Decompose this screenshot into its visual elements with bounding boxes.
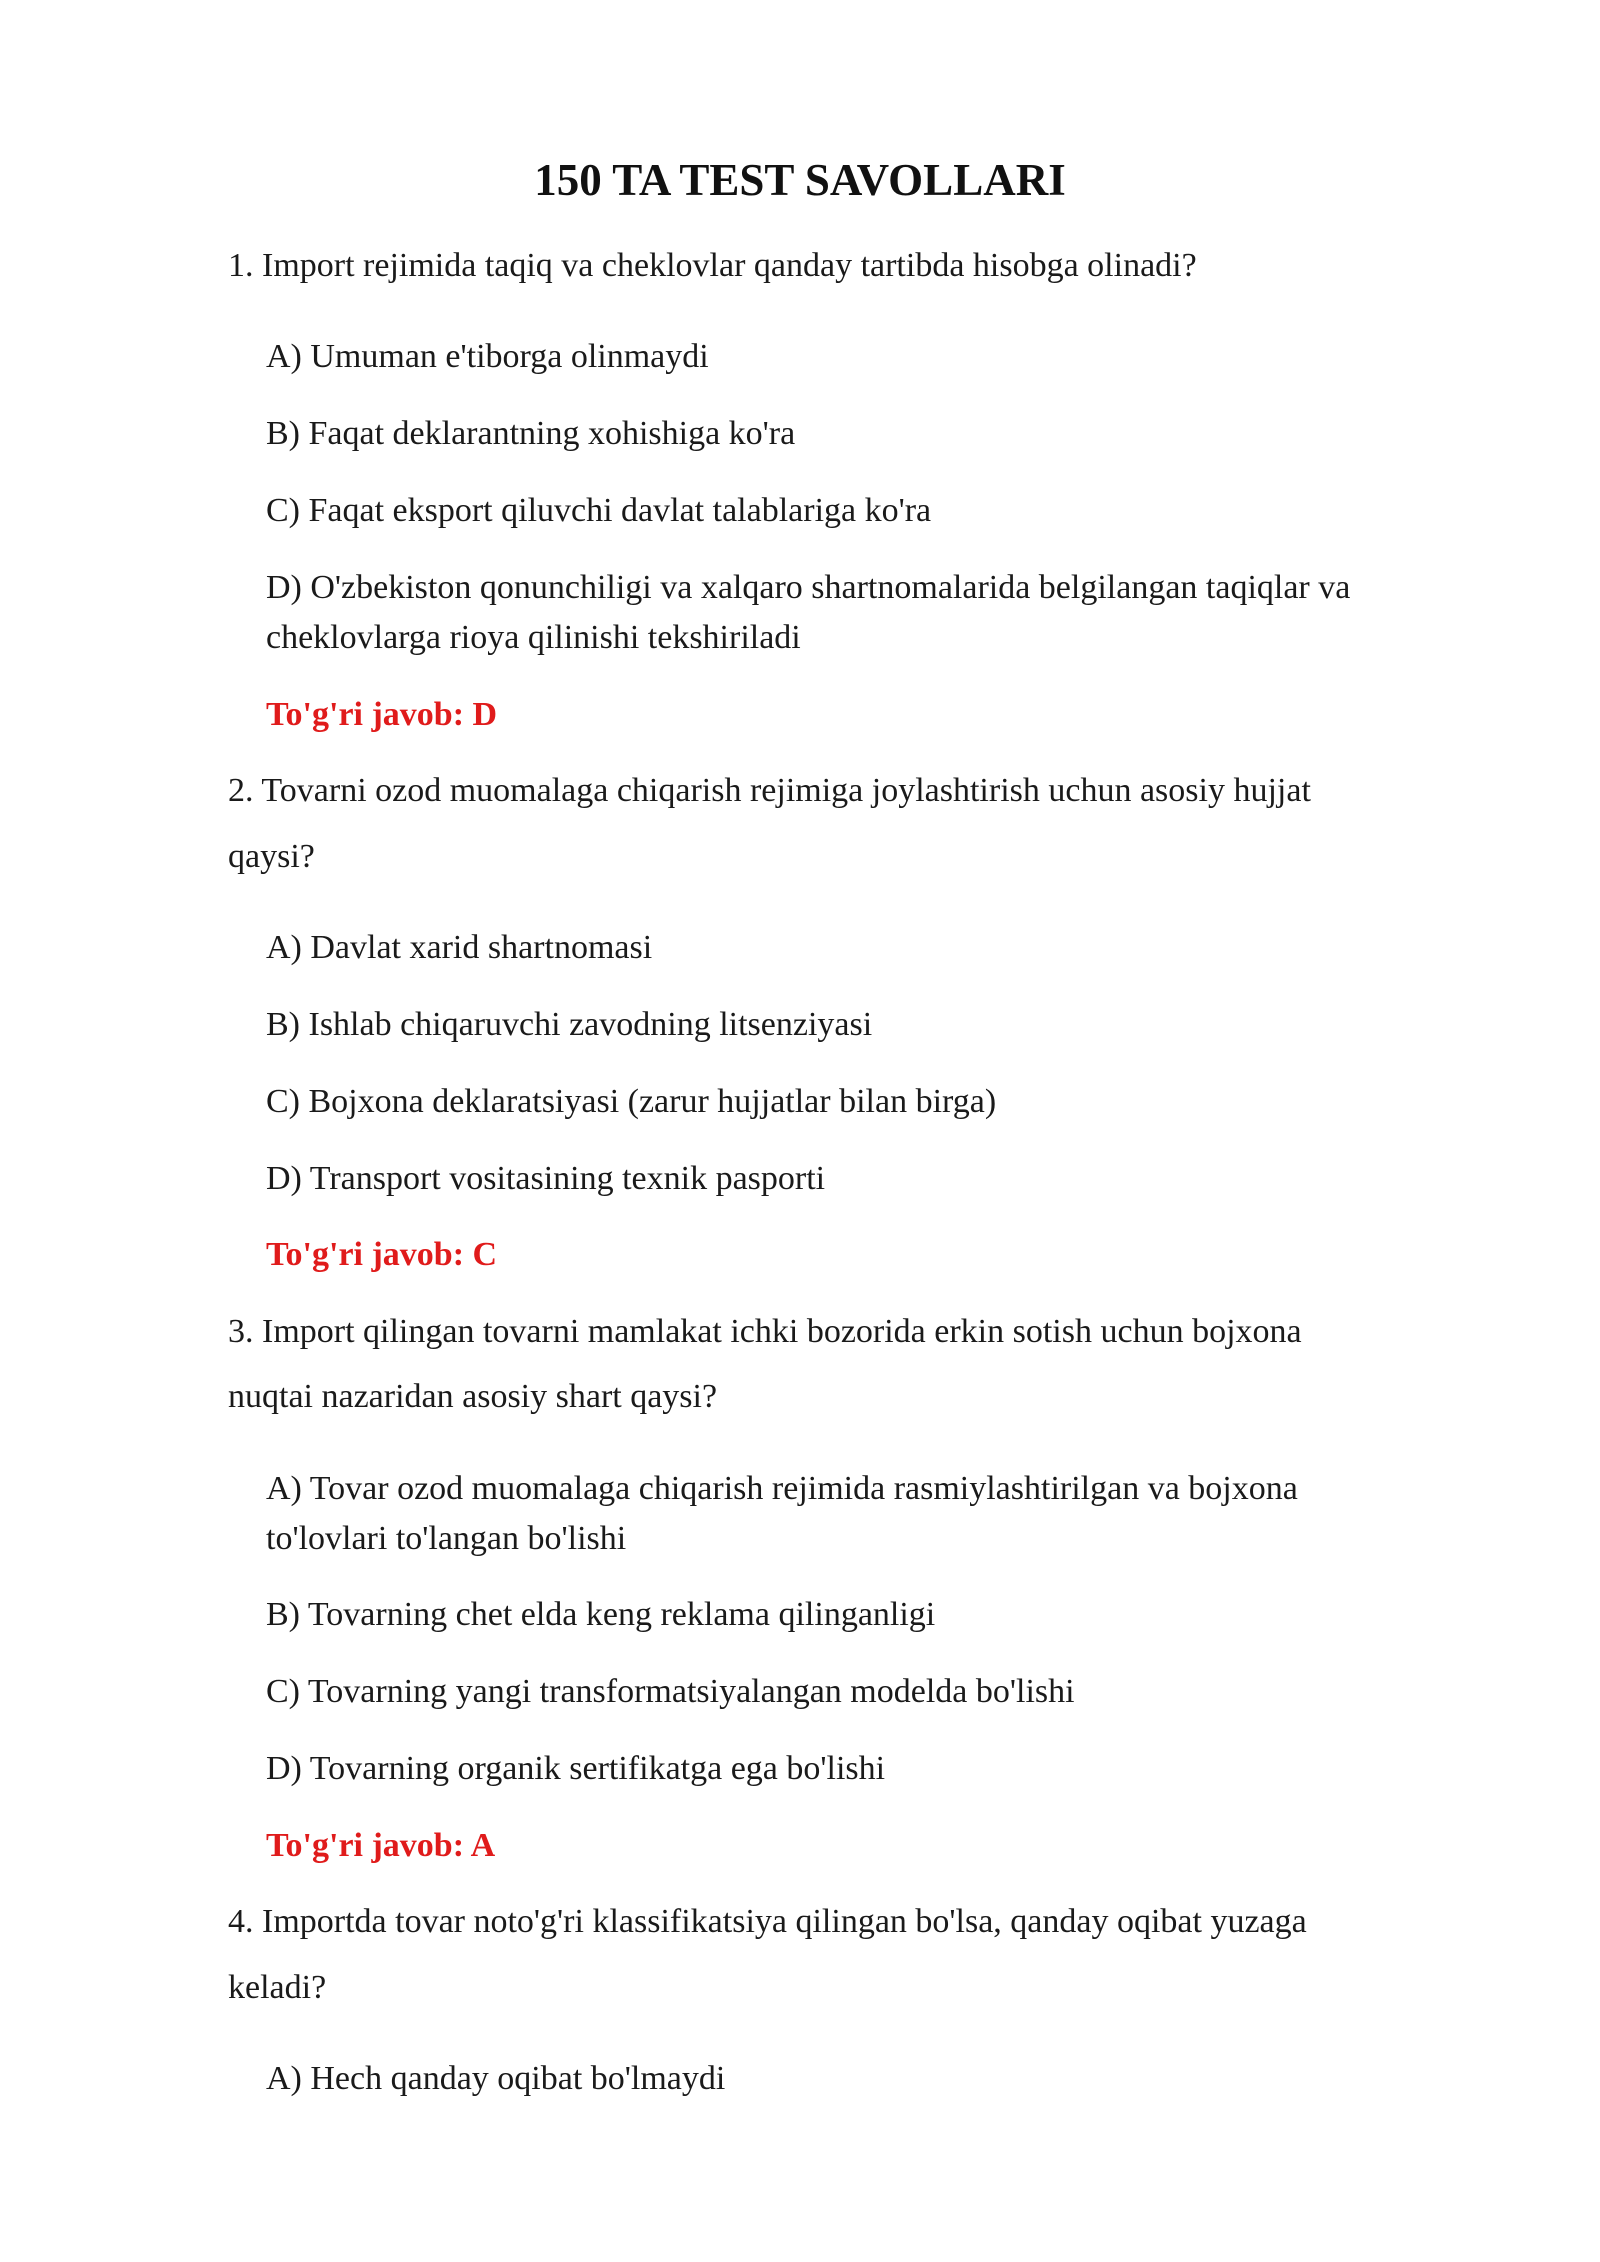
question-4-text: 4. Importda tovar noto'g'ri klassifikatsiya qilingan bo'lsa, qanday oqibat yuzaga xyxy=(228,1903,1307,1940)
question-1-option-d: D) O'zbekiston qonunchiligi va xalqaro shartnomalarida belgilangan taqiqlar va xyxy=(266,569,1351,606)
question-3-option-c: C) Tovarning yangi transformatsiyalangan modelda bo'lishi xyxy=(266,1673,1075,1710)
question-3-option-a: A) Tovar ozod muomalaga chiqarish rejimida rasmiylashtirilgan va bojxona xyxy=(266,1470,1298,1507)
question-1-text: 1. Import rejimida taqiq va cheklovlar qanday tartibda hisobga olinadi? xyxy=(228,247,1197,284)
question-4-text-line-2: keladi? xyxy=(228,1969,327,2006)
question-2-answer: To'g'ri javob: C xyxy=(266,1236,498,1273)
question-2-text: 2. Tovarni ozod muomalaga chiqarish rejimiga joylashtirish uchun asosiy hujjat xyxy=(228,772,1311,809)
question-1-option-b: B) Faqat deklarantning xohishiga ko'ra xyxy=(266,415,796,452)
question-4-option-a: A) Hech qanday oqibat bo'lmaydi xyxy=(266,2060,726,2097)
question-1-answer: To'g'ri javob: D xyxy=(266,696,498,733)
question-2-option-d: D) Transport vositasining texnik pasporti xyxy=(266,1160,826,1197)
question-2-option-b: B) Ishlab chiqaruvchi zavodning litsenziyasi xyxy=(266,1006,873,1043)
question-3-text-line-2: nuqtai nazaridan asosiy shart qaysi? xyxy=(228,1378,718,1415)
question-1-option-a: A) Umuman e'tiborga olinmaydi xyxy=(266,338,709,375)
question-1-option-c: C) Faqat eksport qiluvchi davlat talablariga ko'ra xyxy=(266,492,932,529)
document-title: 150 TA TEST SAVOLLARI xyxy=(534,155,1066,205)
question-2-option-a: A) Davlat xarid shartnomasi xyxy=(266,929,653,966)
question-3-option-d: D) Tovarning organik sertifikatga ega bo'lishi xyxy=(266,1750,886,1787)
question-2-option-c: C) Bojxona deklaratsiyasi (zarur hujjatlar bilan birga) xyxy=(266,1083,997,1120)
question-3-option-b: B) Tovarning chet elda keng reklama qilinganligi xyxy=(266,1596,936,1633)
question-1-option-d-line-2: cheklovlarga rioya qilinishi tekshiriladi xyxy=(266,619,801,656)
question-2-text-line-2: qaysi? xyxy=(228,838,315,875)
question-3-text: 3. Import qilingan tovarni mamlakat ichki bozorida erkin sotish uchun bojxona xyxy=(228,1313,1302,1350)
question-3-answer: To'g'ri javob: A xyxy=(266,1827,496,1864)
question-3-option-a-line-2: to'lovlari to'langan bo'lishi xyxy=(266,1520,627,1557)
